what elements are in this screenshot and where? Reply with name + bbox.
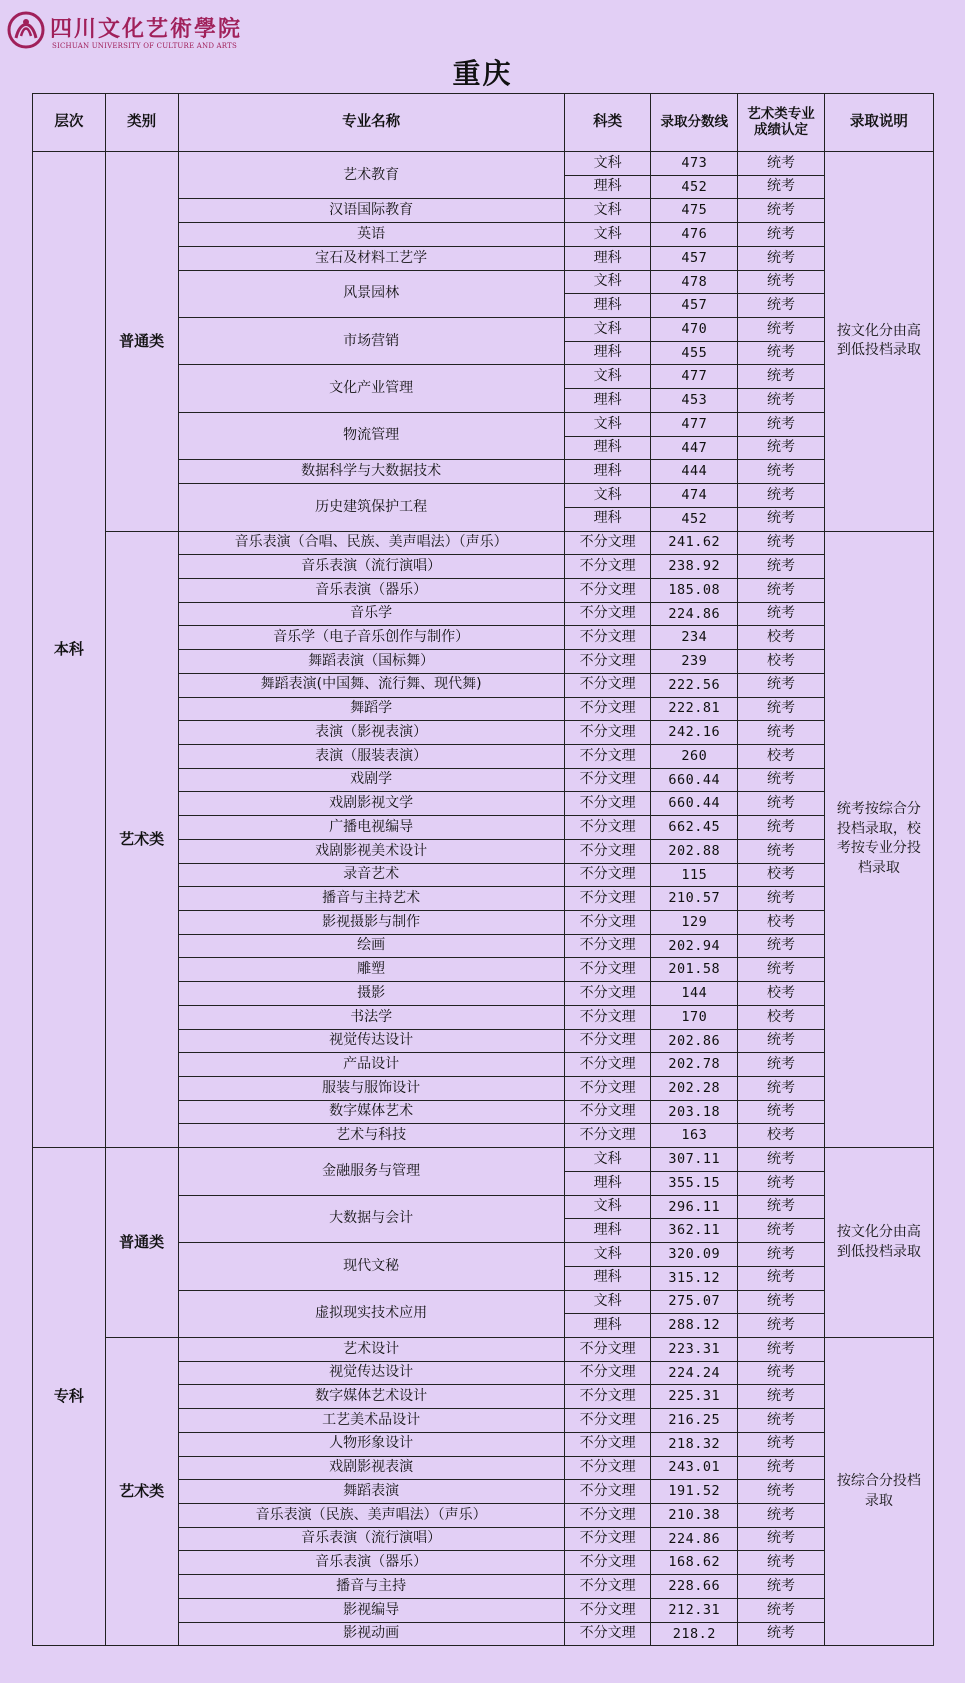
major-name-cell: 数据科学与大数据技术 [178, 460, 564, 484]
subject-type-cell: 不分文理 [564, 602, 651, 626]
art-exam-cell: 统考 [738, 1622, 825, 1646]
table-row [33, 1148, 934, 1172]
level-cell: 专科 [33, 1148, 106, 1646]
score-cell: 457 [651, 246, 738, 270]
art-exam-cell: 统考 [738, 697, 825, 721]
art-exam-cell: 统考 [738, 673, 825, 697]
art-exam-cell: 校考 [738, 911, 825, 935]
major-name-cell: 现代文秘 [178, 1243, 564, 1290]
major-name-cell: 工艺美术品设计 [178, 1409, 564, 1433]
art-exam-cell: 统考 [738, 531, 825, 555]
art-exam-cell: 统考 [738, 934, 825, 958]
art-exam-cell: 统考 [738, 839, 825, 863]
subject-type-cell: 不分文理 [564, 673, 651, 697]
subject-type-cell: 理科 [564, 1171, 651, 1195]
score-cell: 201.58 [651, 958, 738, 982]
subject-type-cell: 文科 [564, 484, 651, 508]
art-exam-cell: 统考 [738, 1266, 825, 1290]
major-name-cell: 戏剧学 [178, 768, 564, 792]
art-exam-cell: 统考 [738, 1409, 825, 1433]
art-exam-cell: 统考 [738, 318, 825, 342]
score-cell: 477 [651, 412, 738, 436]
subject-type-cell: 不分文理 [564, 1409, 651, 1433]
score-cell: 355.15 [651, 1171, 738, 1195]
art-exam-cell: 统考 [738, 294, 825, 318]
art-exam-cell: 统考 [738, 887, 825, 911]
subject-type-cell: 不分文理 [564, 1456, 651, 1480]
major-name-cell: 舞蹈表演 [178, 1480, 564, 1504]
score-cell: 477 [651, 365, 738, 389]
subject-type-cell: 不分文理 [564, 744, 651, 768]
score-cell: 243.01 [651, 1456, 738, 1480]
art-exam-cell: 统考 [738, 389, 825, 413]
art-exam-cell: 统考 [738, 412, 825, 436]
major-name-cell: 书法学 [178, 1005, 564, 1029]
score-cell: 185.08 [651, 578, 738, 602]
score-cell: 203.18 [651, 1100, 738, 1124]
subject-type-cell: 不分文理 [564, 1527, 651, 1551]
art-exam-cell: 统考 [738, 816, 825, 840]
art-exam-cell: 统考 [738, 1100, 825, 1124]
subject-type-cell: 不分文理 [564, 768, 651, 792]
score-cell: 241.62 [651, 531, 738, 555]
art-exam-cell: 校考 [738, 1005, 825, 1029]
logo-english-name: SICHUAN UNIVERSITY OF CULTURE AND ARTS [52, 42, 238, 50]
score-cell: 452 [651, 507, 738, 531]
subject-type-cell: 不分文理 [564, 958, 651, 982]
subject-type-cell: 文科 [564, 223, 651, 247]
subject-type-cell: 文科 [564, 152, 651, 176]
art-exam-cell: 校考 [738, 982, 825, 1006]
major-name-cell: 音乐表演（流行演唱） [178, 555, 564, 579]
subject-type-cell: 不分文理 [564, 1124, 651, 1148]
art-exam-cell: 校考 [738, 650, 825, 674]
score-cell: 453 [651, 389, 738, 413]
score-cell: 225.31 [651, 1385, 738, 1409]
major-name-cell: 音乐表演（器乐） [178, 1551, 564, 1575]
art-exam-cell: 统考 [738, 768, 825, 792]
subject-type-cell: 文科 [564, 318, 651, 342]
major-name-cell: 服装与服饰设计 [178, 1077, 564, 1101]
column-header-score: 录取分数线 [651, 94, 738, 152]
subject-type-cell: 不分文理 [564, 911, 651, 935]
score-cell: 296.11 [651, 1195, 738, 1219]
art-exam-cell: 统考 [738, 1171, 825, 1195]
subject-type-cell: 文科 [564, 199, 651, 223]
major-name-cell: 视觉传达设计 [178, 1029, 564, 1053]
subject-type-cell: 文科 [564, 365, 651, 389]
art-exam-cell: 统考 [738, 1598, 825, 1622]
major-name-cell: 戏剧影视表演 [178, 1456, 564, 1480]
major-name-cell: 影视动画 [178, 1622, 564, 1646]
score-cell: 202.86 [651, 1029, 738, 1053]
subject-type-cell: 不分文理 [564, 982, 651, 1006]
table-body [33, 152, 934, 1646]
score-cell: 210.38 [651, 1503, 738, 1527]
category-cell: 艺术类 [105, 531, 178, 1148]
score-cell: 218.32 [651, 1432, 738, 1456]
column-header-art-exam: 艺术类专业成绩认定 [738, 94, 825, 152]
major-name-cell: 产品设计 [178, 1053, 564, 1077]
subject-type-cell: 理科 [564, 460, 651, 484]
art-exam-cell: 统考 [738, 460, 825, 484]
subject-type-cell: 不分文理 [564, 792, 651, 816]
subject-type-cell: 理科 [564, 507, 651, 531]
art-exam-cell: 统考 [738, 1361, 825, 1385]
major-name-cell: 数字媒体艺术设计 [178, 1385, 564, 1409]
score-cell: 224.86 [651, 1527, 738, 1551]
subject-type-cell: 文科 [564, 1195, 651, 1219]
art-exam-cell: 统考 [738, 175, 825, 199]
score-cell: 444 [651, 460, 738, 484]
subject-type-cell: 文科 [564, 270, 651, 294]
art-exam-cell: 统考 [738, 1385, 825, 1409]
admission-note-cell: 按综合分投档录取 [824, 1337, 933, 1645]
subject-type-cell: 不分文理 [564, 578, 651, 602]
major-name-cell: 播音与主持艺术 [178, 887, 564, 911]
major-name-cell: 艺术设计 [178, 1337, 564, 1361]
major-name-cell: 艺术与科技 [178, 1124, 564, 1148]
column-header-major: 专业名称 [178, 94, 564, 152]
subject-type-cell: 不分文理 [564, 697, 651, 721]
score-cell: 470 [651, 318, 738, 342]
subject-type-cell: 不分文理 [564, 650, 651, 674]
art-exam-cell: 统考 [738, 555, 825, 579]
art-exam-cell: 统考 [738, 152, 825, 176]
major-name-cell: 历史建筑保护工程 [178, 484, 564, 531]
score-cell: 202.78 [651, 1053, 738, 1077]
score-cell: 212.31 [651, 1598, 738, 1622]
score-cell: 455 [651, 341, 738, 365]
major-name-cell: 宝石及材料工艺学 [178, 246, 564, 270]
score-cell: 260 [651, 744, 738, 768]
major-name-cell: 物流管理 [178, 412, 564, 459]
subject-type-cell: 不分文理 [564, 531, 651, 555]
art-exam-cell: 统考 [738, 436, 825, 460]
art-exam-cell: 统考 [738, 958, 825, 982]
art-exam-cell: 统考 [738, 1527, 825, 1551]
subject-type-cell: 不分文理 [564, 839, 651, 863]
subject-type-cell: 不分文理 [564, 1551, 651, 1575]
column-header-subject-type: 科类 [564, 94, 651, 152]
art-exam-cell: 统考 [738, 792, 825, 816]
score-cell: 238.92 [651, 555, 738, 579]
major-name-cell: 音乐表演（器乐） [178, 578, 564, 602]
column-header-category: 类别 [105, 94, 178, 152]
subject-type-cell: 不分文理 [564, 1005, 651, 1029]
art-exam-cell: 统考 [738, 1575, 825, 1599]
score-cell: 216.25 [651, 1409, 738, 1433]
art-exam-cell: 统考 [738, 365, 825, 389]
score-cell: 242.16 [651, 721, 738, 745]
major-name-cell: 音乐表演（合唱、民族、美声唱法）（声乐） [178, 531, 564, 555]
score-cell: 202.88 [651, 839, 738, 863]
major-name-cell: 音乐学（电子音乐创作与制作） [178, 626, 564, 650]
school-logo [6, 8, 246, 56]
table-row [33, 152, 934, 176]
major-name-cell: 录音艺术 [178, 863, 564, 887]
art-exam-cell: 统考 [738, 507, 825, 531]
table-header-row [33, 94, 934, 152]
column-header-notes: 录取说明 [824, 94, 933, 152]
art-exam-cell: 统考 [738, 1243, 825, 1267]
art-exam-cell: 统考 [738, 1480, 825, 1504]
score-cell: 239 [651, 650, 738, 674]
score-cell: 457 [651, 294, 738, 318]
major-name-cell: 风景园林 [178, 270, 564, 317]
score-cell: 144 [651, 982, 738, 1006]
subject-type-cell: 不分文理 [564, 1432, 651, 1456]
score-cell: 662.45 [651, 816, 738, 840]
subject-type-cell: 理科 [564, 389, 651, 413]
score-cell: 168.62 [651, 1551, 738, 1575]
major-name-cell: 音乐学 [178, 602, 564, 626]
art-exam-cell: 统考 [738, 1290, 825, 1314]
major-name-cell: 影视编导 [178, 1598, 564, 1622]
subject-type-cell: 不分文理 [564, 1029, 651, 1053]
score-cell: 191.52 [651, 1480, 738, 1504]
score-cell: 475 [651, 199, 738, 223]
major-name-cell: 音乐表演（流行演唱） [178, 1527, 564, 1551]
score-cell: 660.44 [651, 792, 738, 816]
art-exam-cell: 统考 [738, 721, 825, 745]
subject-type-cell: 不分文理 [564, 887, 651, 911]
score-cell: 476 [651, 223, 738, 247]
art-exam-cell: 统考 [738, 1337, 825, 1361]
logo-chinese-name: 四川文化艺術學院 [50, 16, 243, 42]
art-exam-cell: 统考 [738, 223, 825, 247]
subject-type-cell: 理科 [564, 1266, 651, 1290]
subject-type-cell: 不分文理 [564, 1077, 651, 1101]
subject-type-cell: 理科 [564, 294, 651, 318]
score-cell: 228.66 [651, 1575, 738, 1599]
page-title: 重庆 [452, 57, 513, 90]
art-exam-cell: 统考 [738, 1314, 825, 1338]
major-name-cell: 绘画 [178, 934, 564, 958]
art-exam-cell: 统考 [738, 1077, 825, 1101]
subject-type-cell: 不分文理 [564, 1622, 651, 1646]
subject-type-cell: 不分文理 [564, 555, 651, 579]
subject-type-cell: 理科 [564, 1219, 651, 1243]
level-cell: 本科 [33, 152, 106, 1148]
score-cell: 170 [651, 1005, 738, 1029]
score-cell: 275.07 [651, 1290, 738, 1314]
art-exam-cell: 统考 [738, 1503, 825, 1527]
admission-note-cell: 统考按综合分投档录取，校考按专业分投档录取 [824, 531, 933, 1148]
score-cell: 224.86 [651, 602, 738, 626]
subject-type-cell: 文科 [564, 1148, 651, 1172]
major-name-cell: 文化产业管理 [178, 365, 564, 412]
subject-type-cell: 理科 [564, 341, 651, 365]
subject-type-cell: 不分文理 [564, 1503, 651, 1527]
art-exam-cell: 统考 [738, 484, 825, 508]
art-exam-cell: 统考 [738, 341, 825, 365]
major-name-cell: 市场营销 [178, 318, 564, 365]
major-name-cell: 表演（服装表演） [178, 744, 564, 768]
major-name-cell: 虚拟现实技术应用 [178, 1290, 564, 1337]
score-cell: 447 [651, 436, 738, 460]
subject-type-cell: 不分文理 [564, 934, 651, 958]
subject-type-cell: 不分文理 [564, 1385, 651, 1409]
subject-type-cell: 文科 [564, 412, 651, 436]
major-name-cell: 广播电视编导 [178, 816, 564, 840]
art-exam-cell: 统考 [738, 1029, 825, 1053]
major-name-cell: 音乐表演（民族、美声唱法）（声乐） [178, 1503, 564, 1527]
table-row [33, 1337, 934, 1361]
score-cell: 362.11 [651, 1219, 738, 1243]
major-name-cell: 人物形象设计 [178, 1432, 564, 1456]
admission-note-cell: 按文化分由高到低投档录取 [824, 1148, 933, 1338]
art-exam-cell: 统考 [738, 578, 825, 602]
score-cell: 224.24 [651, 1361, 738, 1385]
score-cell: 222.56 [651, 673, 738, 697]
admission-score-table [32, 93, 934, 1646]
art-exam-cell: 校考 [738, 744, 825, 768]
score-cell: 163 [651, 1124, 738, 1148]
subject-type-cell: 不分文理 [564, 626, 651, 650]
score-cell: 234 [651, 626, 738, 650]
art-exam-cell: 统考 [738, 1195, 825, 1219]
score-cell: 129 [651, 911, 738, 935]
category-cell: 普通类 [105, 152, 178, 532]
admission-note-cell: 按文化分由高到低投档录取 [824, 152, 933, 532]
art-exam-cell: 校考 [738, 626, 825, 650]
subject-type-cell: 理科 [564, 1314, 651, 1338]
major-name-cell: 影视摄影与制作 [178, 911, 564, 935]
score-cell: 288.12 [651, 1314, 738, 1338]
score-cell: 473 [651, 152, 738, 176]
subject-type-cell: 理科 [564, 175, 651, 199]
subject-type-cell: 不分文理 [564, 721, 651, 745]
art-exam-cell: 校考 [738, 863, 825, 887]
score-cell: 660.44 [651, 768, 738, 792]
subject-type-cell: 不分文理 [564, 1361, 651, 1385]
major-name-cell: 戏剧影视文学 [178, 792, 564, 816]
art-exam-cell: 统考 [738, 1053, 825, 1077]
score-cell: 452 [651, 175, 738, 199]
art-exam-cell: 统考 [738, 602, 825, 626]
art-exam-cell: 统考 [738, 1219, 825, 1243]
art-exam-cell: 统考 [738, 199, 825, 223]
subject-type-cell: 理科 [564, 246, 651, 270]
major-name-cell: 汉语国际教育 [178, 199, 564, 223]
subject-type-cell: 不分文理 [564, 1100, 651, 1124]
art-exam-cell: 统考 [738, 246, 825, 270]
score-cell: 223.31 [651, 1337, 738, 1361]
major-name-cell: 播音与主持 [178, 1575, 564, 1599]
subject-type-cell: 不分文理 [564, 863, 651, 887]
score-cell: 478 [651, 270, 738, 294]
major-name-cell: 舞蹈表演（国标舞） [178, 650, 564, 674]
score-cell: 474 [651, 484, 738, 508]
column-header-level: 层次 [33, 94, 106, 152]
major-name-cell: 舞蹈表演(中国舞、流行舞、现代舞) [178, 673, 564, 697]
art-exam-cell: 统考 [738, 1456, 825, 1480]
major-name-cell: 金融服务与管理 [178, 1148, 564, 1195]
score-cell: 115 [651, 863, 738, 887]
major-name-cell: 艺术教育 [178, 152, 564, 199]
score-cell: 320.09 [651, 1243, 738, 1267]
subject-type-cell: 不分文理 [564, 1480, 651, 1504]
major-name-cell: 舞蹈学 [178, 697, 564, 721]
category-cell: 艺术类 [105, 1337, 178, 1645]
art-exam-cell: 统考 [738, 1432, 825, 1456]
major-name-cell: 雕塑 [178, 958, 564, 982]
major-name-cell: 数字媒体艺术 [178, 1100, 564, 1124]
art-exam-cell: 统考 [738, 270, 825, 294]
art-exam-cell: 统考 [738, 1551, 825, 1575]
major-name-cell: 摄影 [178, 982, 564, 1006]
subject-type-cell: 不分文理 [564, 816, 651, 840]
major-name-cell: 英语 [178, 223, 564, 247]
score-cell: 307.11 [651, 1148, 738, 1172]
subject-type-cell: 不分文理 [564, 1598, 651, 1622]
art-exam-cell: 统考 [738, 1148, 825, 1172]
score-cell: 202.94 [651, 934, 738, 958]
category-cell: 普通类 [105, 1148, 178, 1338]
subject-type-cell: 文科 [564, 1290, 651, 1314]
page-header [0, 0, 965, 95]
major-name-cell: 视觉传达设计 [178, 1361, 564, 1385]
subject-type-cell: 不分文理 [564, 1053, 651, 1077]
score-cell: 210.57 [651, 887, 738, 911]
major-name-cell: 表演（影视表演） [178, 721, 564, 745]
subject-type-cell: 理科 [564, 436, 651, 460]
major-name-cell: 大数据与会计 [178, 1195, 564, 1242]
logo-emblem-icon [6, 10, 48, 50]
art-exam-cell: 校考 [738, 1124, 825, 1148]
score-cell: 315.12 [651, 1266, 738, 1290]
subject-type-cell: 文科 [564, 1243, 651, 1267]
score-cell: 218.2 [651, 1622, 738, 1646]
score-cell: 222.81 [651, 697, 738, 721]
table-row [33, 531, 934, 555]
major-name-cell: 戏剧影视美术设计 [178, 839, 564, 863]
subject-type-cell: 不分文理 [564, 1337, 651, 1361]
score-cell: 202.28 [651, 1077, 738, 1101]
subject-type-cell: 不分文理 [564, 1575, 651, 1599]
